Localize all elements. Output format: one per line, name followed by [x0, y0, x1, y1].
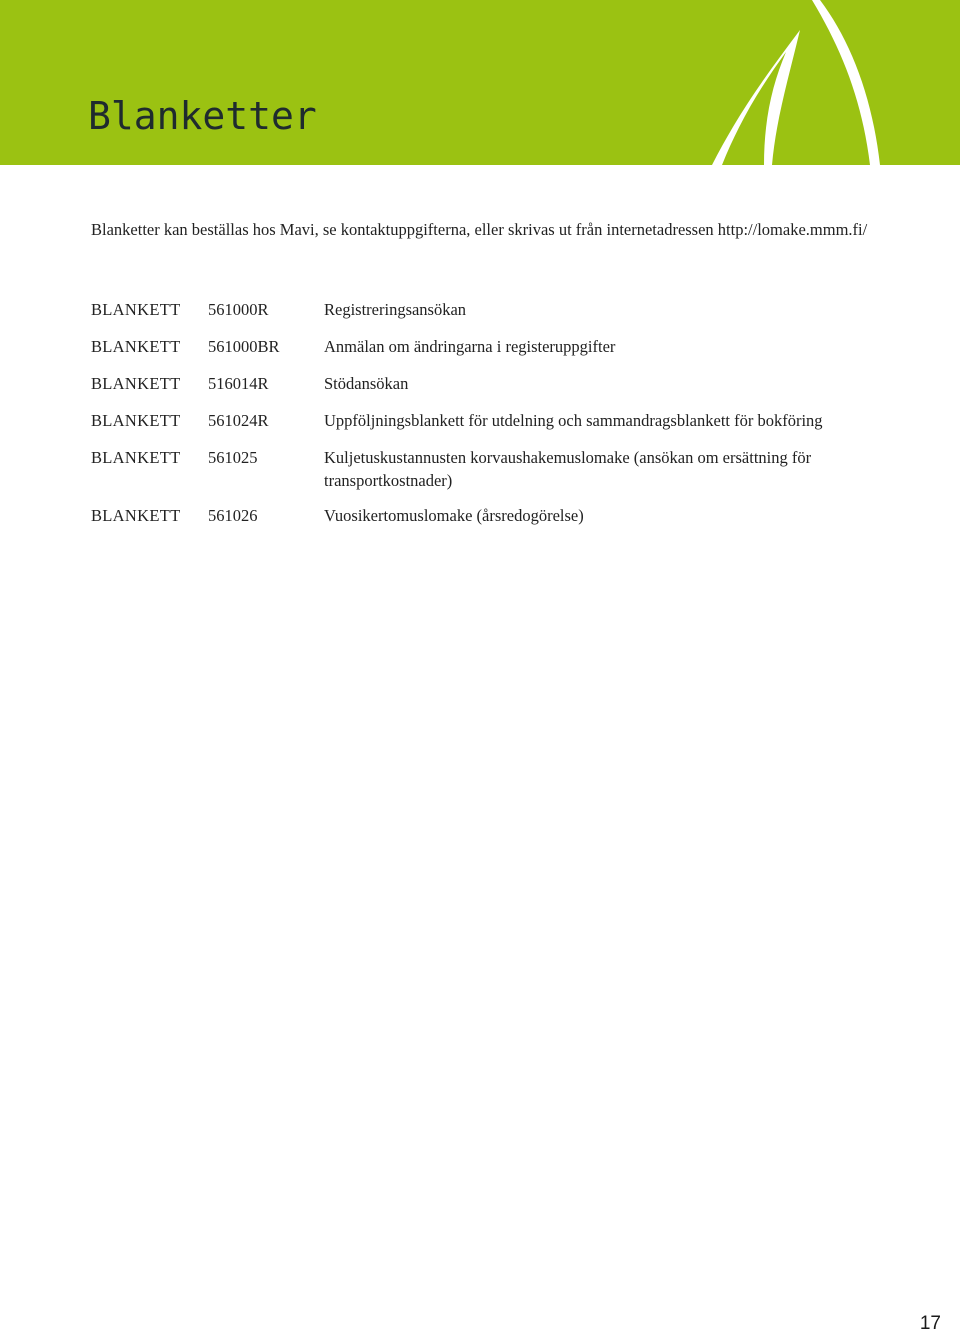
form-code: 561025 [208, 448, 258, 467]
form-row [91, 298, 871, 321]
header-band [0, 0, 960, 165]
page-title: Blanketter [88, 94, 317, 138]
leaf-decoration-icon [0, 0, 960, 165]
form-row [91, 335, 871, 358]
form-code: 561026 [208, 506, 258, 525]
form-row [91, 372, 871, 395]
form-description: Uppföljningsblankett för utdelning och sammandragsblankett för bokföring [324, 411, 823, 430]
form-code: 561000R [208, 300, 269, 319]
form-code: 561000BR [208, 337, 280, 356]
form-description: Stödansökan [324, 374, 409, 393]
form-description: Anmälan om ändringarna i registeruppgifter [324, 337, 616, 356]
intro-text: Blanketter kan beställas hos Mavi, se kontaktuppgifterna, eller skrivas ut från internetadressen http://lomake.mmm.fi/ [91, 220, 868, 239]
form-description: Vuosikertomuslomake (årsredogörelse) [324, 506, 584, 525]
form-type: BLANKETT [91, 337, 181, 356]
form-code: 516014R [208, 374, 269, 393]
form-type: BLANKETT [91, 506, 181, 525]
form-row [91, 409, 871, 432]
forms-list [91, 298, 871, 527]
form-row [91, 504, 871, 527]
form-type: BLANKETT [91, 411, 181, 430]
page-number: 17 [919, 1313, 941, 1334]
form-type: BLANKETT [91, 374, 181, 393]
form-type: BLANKETT [91, 448, 181, 467]
form-code: 561024R [208, 411, 269, 430]
form-description: Registreringsansökan [324, 300, 467, 319]
form-row [91, 446, 871, 492]
form-type: BLANKETT [91, 300, 181, 319]
form-description: Kuljetuskustannusten korvaushakemuslomake (ansökan om ersättning för transportkostnader) [324, 448, 812, 490]
